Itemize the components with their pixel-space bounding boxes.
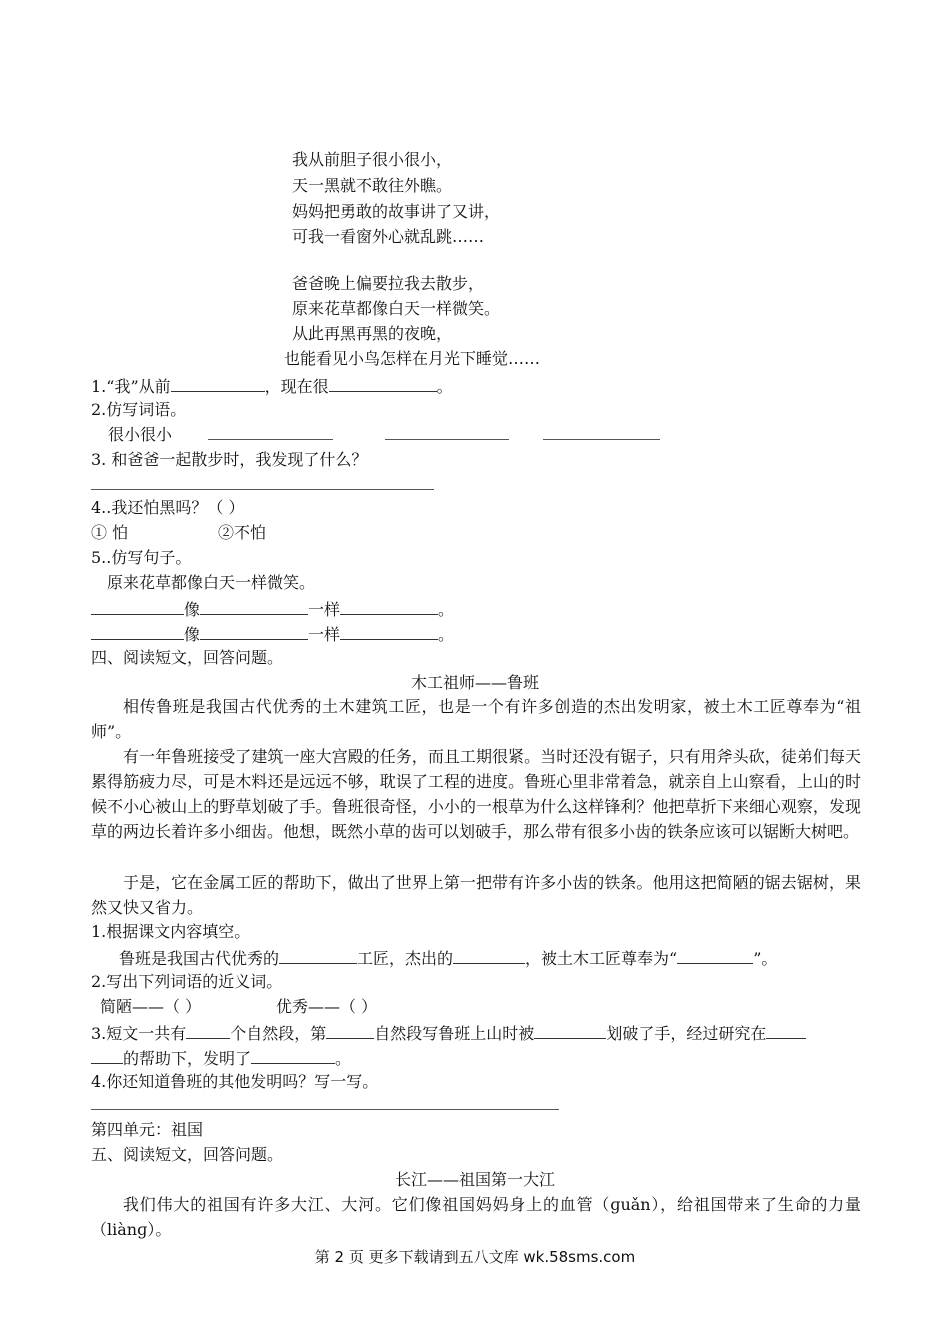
q2-title: 2.仿写词语。 (91, 400, 187, 419)
s4-q2-item-2: 优秀——（ ） (276, 997, 378, 1016)
q5-word-xiang: 像 (184, 625, 201, 644)
poem-line: 也能看见小鸟怎样在月光下睡觉…… (284, 349, 541, 368)
s4-q3-line-1 (91, 1022, 806, 1044)
s4-q3-text-a: 3.短文一共有 (91, 1024, 187, 1043)
s4-q3-blank-3[interactable] (534, 1022, 606, 1039)
q1-text-b: ，现在很 (264, 377, 329, 396)
q5-word-yiyang: 一样 (308, 600, 341, 619)
q5-blank[interactable] (200, 623, 308, 640)
poem-line: 我从前胆子很小很小， (292, 150, 453, 169)
q4-title: 4..我还怕黑吗？（ ） (91, 498, 245, 517)
s4-q3-text-b: 个自然段，第 (230, 1024, 327, 1043)
unit-4-heading: 第四单元：祖国 (91, 1120, 204, 1139)
poem-line: 天一黑就不敢往外瞧。 (292, 176, 453, 195)
q5-title: 5..仿写句子。 (91, 548, 192, 567)
q5-end: 。 (438, 625, 455, 644)
q1-text-a: 1.“我”从前 (91, 377, 171, 396)
section-4-paragraph-1: 相传鲁班是我国古代优秀的土木建筑工匠，也是一个有许多创造的杰出发明家，被土木工匠尊奉为“祖师”。 (91, 697, 861, 741)
q5-blank[interactable] (91, 598, 184, 615)
q5-line-2 (91, 623, 454, 645)
q5-blank[interactable] (340, 623, 438, 640)
section-5-paragraph-1: 我们伟大的祖国有许多大江、大河。它们像祖国妈妈身上的血管（ɡuǎn），给祖国带来了生命的力量（liànɡ）。 (91, 1195, 861, 1239)
q3-title: 3. 和爸爸一起散步时，我发现了什么？ (91, 450, 368, 469)
s4-q2-item-1: 简陋——（ ） (100, 997, 202, 1016)
q5-example: 原来花草都像白天一样微笑。 (107, 573, 316, 592)
section-5-title: 长江——祖国第一大江 (394, 1170, 555, 1189)
poem-line: 从此再黑再黑的夜晚， (292, 324, 453, 343)
s4-q1 (119, 947, 777, 969)
s4-q1-blank-3[interactable] (677, 947, 753, 964)
q3-answer-line[interactable] (91, 489, 434, 490)
s4-q1-blank-1[interactable] (279, 947, 357, 964)
section-4-paragraph-3: 于是，它在金属工匠的帮助下，做出了世界上第一把带有许多小齿的铁条。他用这把简陋的锯去锯树，果然又快又省力。 (91, 873, 861, 917)
poem-line: 爸爸晚上偏要拉我去散步， (292, 274, 485, 293)
q2-blank-2[interactable] (385, 439, 509, 440)
q1-blank-1[interactable] (171, 375, 265, 392)
q2-blank-1[interactable] (208, 439, 333, 440)
s4-q3-blank-4-cont[interactable] (91, 1047, 123, 1064)
s4-q3-text-c: 自然段写鲁班上山时被 (374, 1024, 535, 1043)
s4-q1-blank-2[interactable] (453, 947, 525, 964)
s4-q1-text-c: ，被土木工匠尊奉为“ (525, 949, 678, 968)
section-4-paragraph-2: 有一年鲁班接受了建筑一座大宫殿的任务，而且工期很紧。当时还没有锯子，只有用斧头砍，徒弟们每天累得筋疲力尽，可是木料还是远远不够，耽误了工程的进度。鲁班心里非常着急，就亲自上山察看，上山的时候不小心被山上的野草划破了手。鲁班很奇怪，小小的一根草为什么这样锋利？他把草折下来细心观察，发现草的两边长着许多小细齿。他想，既然小草的齿可以划破手，那么带有很多小齿的铁条应该可以锯断大树吧。 (91, 747, 861, 841)
s4-q3-text-f: 。 (335, 1049, 352, 1068)
q5-blank[interactable] (200, 598, 308, 615)
q5-blank[interactable] (91, 623, 184, 640)
question-1 (91, 375, 453, 397)
q2-blank-3[interactable] (543, 439, 660, 440)
s4-q3-blank-5[interactable] (251, 1047, 335, 1064)
s4-q3-blank-1[interactable] (186, 1022, 230, 1039)
poem-line: 妈妈把勇敢的故事讲了又讲， (292, 202, 501, 221)
q5-word-yiyang: 一样 (308, 625, 341, 644)
page-footer: 第 2 页 更多下载请到五八文库 wk.58sms.com (314, 1248, 636, 1266)
s4-q1-text-a: 鲁班是我国古代优秀的 (119, 949, 280, 968)
s4-q1-text-b: 工匠，杰出的 (357, 949, 454, 968)
poem-line: 原来花草都像白天一样微笑。 (292, 299, 501, 318)
s4-q3-text-e: 的帮助下，发明了 (123, 1049, 252, 1068)
section-5-heading: 五、阅读短文，回答问题。 (91, 1145, 284, 1164)
q1-blank-2[interactable] (329, 375, 437, 392)
s4-q3-line-2 (91, 1047, 351, 1069)
section-4-heading: 四、阅读短文，回答问题。 (91, 648, 284, 667)
q4-option-2[interactable]: ②不怕 (218, 523, 267, 542)
q5-blank[interactable] (340, 598, 438, 615)
s4-q4-title: 4.你还知道鲁班的其他发明吗？写一写。 (91, 1072, 379, 1091)
s4-q2-title: 2.写出下列词语的近义词。 (91, 972, 283, 991)
q4-option-1[interactable]: ① 怕 (91, 523, 129, 542)
s4-q1-title: 1.根据课文内容填空。 (91, 922, 251, 941)
s4-q4-answer-line[interactable] (91, 1109, 559, 1110)
s4-q1-text-d: ”。 (753, 949, 778, 968)
section-4-title: 木工祖师——鲁班 (410, 673, 539, 692)
q5-end: 。 (438, 600, 455, 619)
poem-line: 可我一看窗外心就乱跳…… (292, 227, 485, 246)
s4-q3-blank-4[interactable] (766, 1022, 806, 1039)
q2-example: 很小很小 (108, 425, 173, 444)
s4-q3-blank-2[interactable] (326, 1022, 374, 1039)
q5-line-1 (91, 598, 454, 620)
q1-text-c: 。 (436, 377, 453, 396)
q5-word-xiang: 像 (184, 600, 201, 619)
s4-q3-text-d: 划破了手，经过研究在 (606, 1024, 767, 1043)
